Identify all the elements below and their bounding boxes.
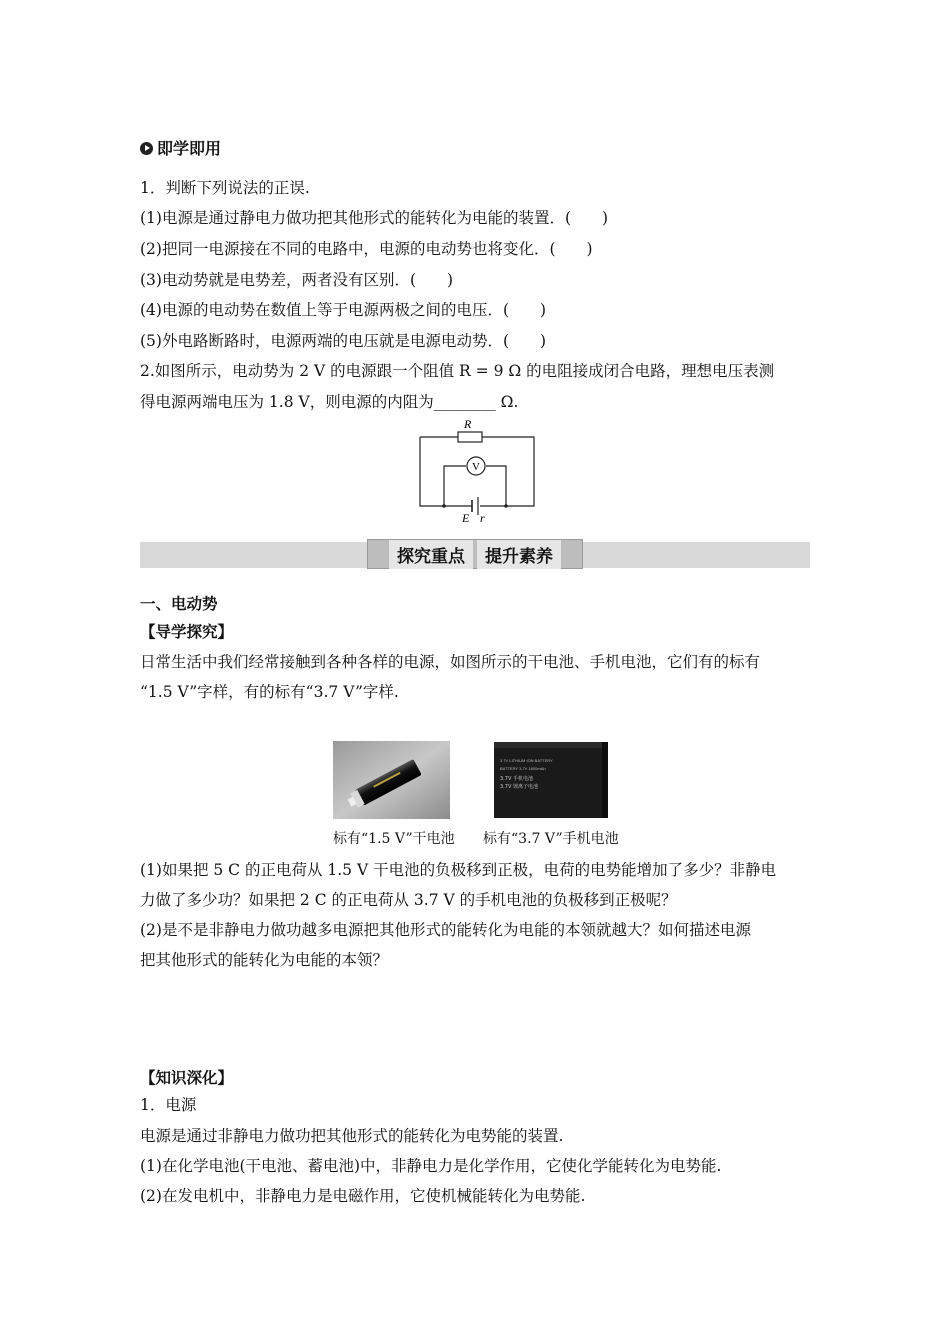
q1-item-3: (3)电动势就是电势差，两者没有区别．( ) [140, 271, 454, 289]
quiz-heading: 即学即用 [140, 136, 221, 159]
dry-battery-photo [333, 741, 450, 819]
section-banner [367, 539, 583, 569]
banner-part-1: 探究重点 [389, 540, 473, 569]
caption-phone-battery: 标有“3.7 V”手机电池 [483, 831, 619, 847]
q1-item-4: (4)电源的电动势在数值上等于电源两极之间的电压．( ) [140, 301, 547, 319]
circuit-diagram [410, 416, 545, 526]
knowledge-line-3: (2)在发电机中，非静电力是电磁作用，它使机械能转化为电势能. [140, 1187, 586, 1205]
play-circle-icon [140, 142, 153, 155]
banner-part-2: 提升素养 [477, 540, 561, 569]
caption-dry-battery: 标有“1.5 V”干电池 [333, 831, 455, 847]
question-2-line-1: (2)是不是非静电力做功越多电源把其他形式的能转化为电能的本领就越大？如何描述电源 [140, 921, 751, 939]
q1-item-1: (1)电源是通过静电力做功把其他形式的能转化为电能的装置．( ) [140, 209, 609, 227]
internal-resistance-label: r [480, 511, 485, 525]
question-2-line-2: 把其他形式的能转化为电能的本领？ [140, 951, 389, 969]
knowledge-title: 1．电源 [140, 1096, 197, 1114]
emf-label: E [462, 511, 470, 525]
resistor-label: R [464, 417, 472, 431]
q2-line-1: 2.如图所示，电动势为 2 V 的电源跟一个阻值 R = 9 Ω 的电阻接成闭合电路，理想电压表测 [140, 362, 775, 380]
svg-text:3.7V 手机电池: 3.7V 手机电池 [500, 776, 533, 782]
svg-text:BATTERY 3.7V 1800mAh: BATTERY 3.7V 1800mAh [500, 766, 546, 771]
knowledge-line-2: (1)在化学电池(干电池、蓄电池)中，非静电力是化学作用，它使化学能转化为电势能. [140, 1157, 722, 1175]
intro-line-1: 日常生活中我们经常接触到各种各样的电源，如图所示的干电池、手机电池，它们有的标有 [140, 653, 761, 671]
section-title: 一、电动势 [140, 595, 218, 613]
resistor-symbol [458, 432, 482, 442]
guide-label: 【导学探究】 [140, 623, 234, 641]
knowledge-label: 【知识深化】 [140, 1069, 234, 1087]
voltmeter-label: V [472, 461, 480, 473]
phone-battery-photo [492, 740, 610, 820]
q1-title: 1．判断下列说法的正误. [140, 179, 310, 197]
question-1-line-2: 力做了多少功？如果把 2 C 的正电荷从 3.7 V 的手机电池的负极移到正极呢？ [140, 891, 677, 909]
q2-line-2: 得电源两端电压为 1.8 V，则电源的内阻为________ Ω. [140, 393, 519, 411]
knowledge-line-1: 电源是通过非静电力做功把其他形式的能转化为电势能的装置. [140, 1127, 564, 1145]
svg-text:3.7V LITHIUM ION BATTERY: 3.7V LITHIUM ION BATTERY [500, 758, 553, 763]
q1-item-5: (5)外电路断路时，电源两端的电压就是电源电动势．( ) [140, 332, 547, 350]
question-1-line-1: (1)如果把 5 C 的正电荷从 1.5 V 干电池的负极移到正极，电荷的电势能增加了多少？非静电 [140, 861, 777, 879]
q1-item-2: (2)把同一电源接在不同的电路中，电源的电动势也将变化．( ) [140, 240, 593, 258]
svg-text:3.7V 锂离子电池: 3.7V 锂离子电池 [500, 784, 538, 790]
intro-line-2: “1.5 V”字样，有的标有“3.7 V”字样. [140, 683, 399, 701]
